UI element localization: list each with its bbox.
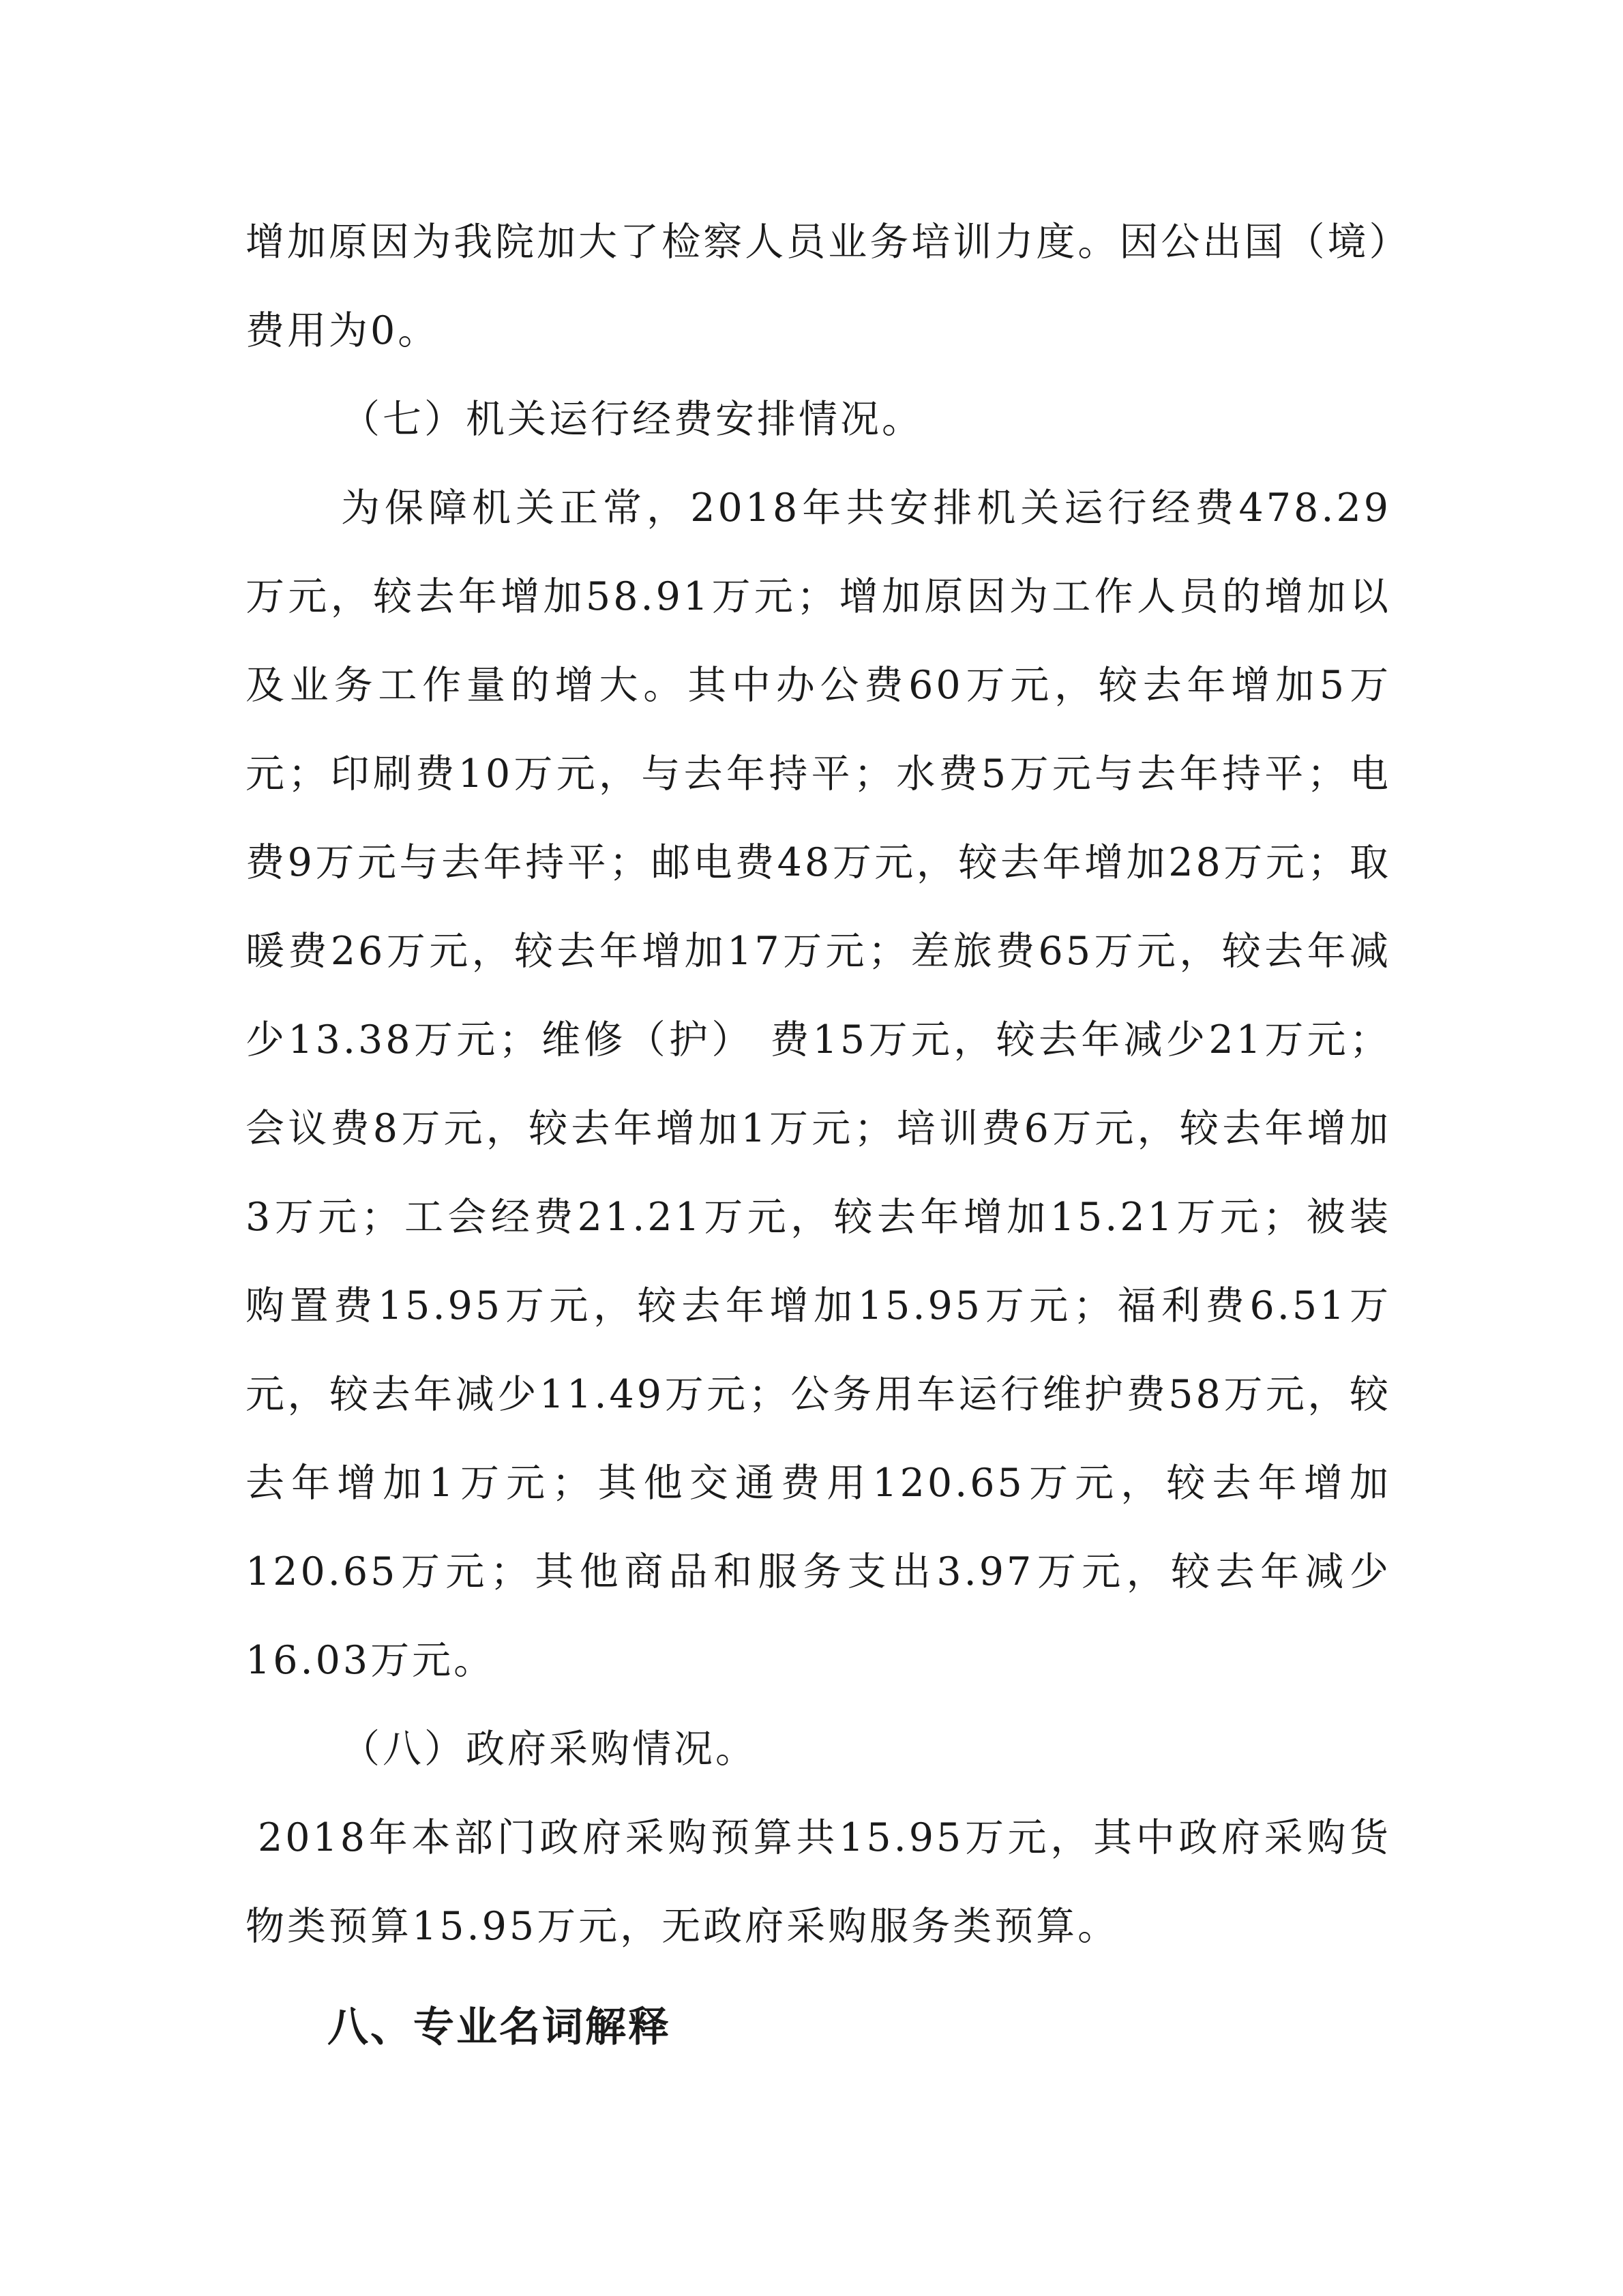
document-body [245,198,1391,2072]
section-heading-terms: 八、专业名词解释 [327,2003,671,2051]
section-8-title: （八）政府采购情况。 [341,1727,757,1772]
paragraph-operating-expenses: 为保障机关正常，2018年共安排机关运行经费478.29万元，较去年增加58.91万元；增加原因为工作人员的增加以及业务工作量的增大。其中办公费60万元，较去年增加5万元；印刷费10万元，与去年持平；水费5万元与去年持平；电费9万元与去年持平；邮电费48万元，较去年增加28万元；取暖费26万元，较去年增加17万元；差旅费65万元，较去年减少13.38万元；维修（护） 费15万元，较去年减少21万元；会议费8万元，较去年增加1万元；培训费6万元，较去年增加3万元；工会经费21.21万元，较去年增加15.21万元；被装购置费15.95万元，较去年增加15.95万元；福利费6.51万元，较去年减少11.49万元；公务用车运行维护费58万元，较去年增加1万元；其他交通费用120.65万元，较去年增加120.65万元；其他商品和服务支出3.97万元，较去年减少16.03万元。 [245,486,1391,1683]
paragraph-training-tail: 增加原因为我院加大了检察人员业务培训力度。因公出国（境）费用为0。 [245,220,1391,353]
paragraph-government-procurement: 2018年本部门政府采购预算共15.95万元，其中政府采购货物类预算15.95万元，无政府采购服务类预算。 [245,1815,1391,1949]
section-7-title: （七）机关运行经费安排情况。 [341,397,923,442]
